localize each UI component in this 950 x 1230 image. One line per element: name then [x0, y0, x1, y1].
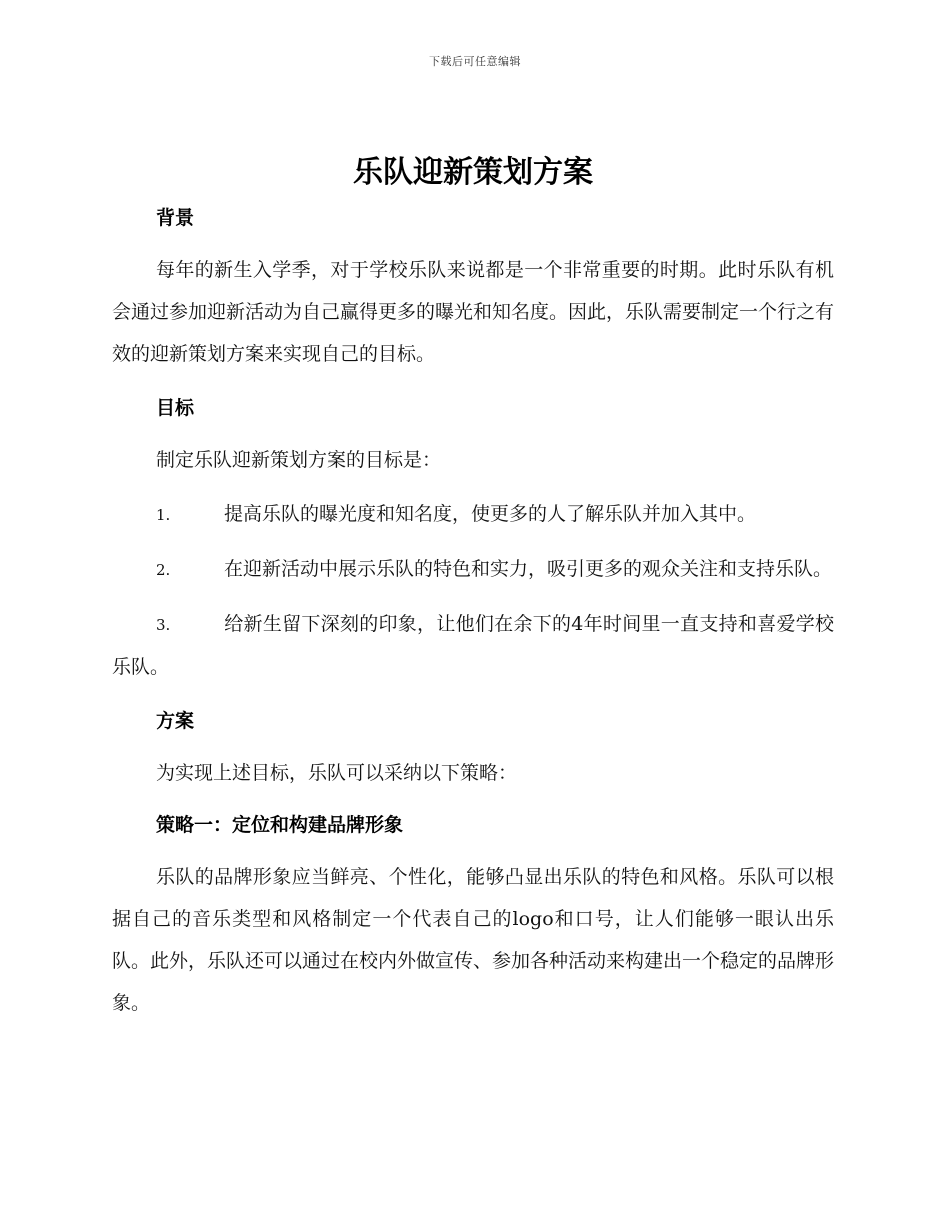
list-item: [112, 603, 834, 688]
goals-intro: 制定乐队迎新策划方案的目标是：: [156, 449, 442, 471]
strategy-paragraph: 乐队的品牌形象应当鲜亮、个性化，能够凸显出乐队的特色和风格。乐队可以根据自己的音乐类型和风格制定一个代表自己的logo和口号，让人们能够一眼认出乐队。此外，乐队还可以通过在校内外做宣传、参加各种活动来构建出一个稳定的品牌形象。: [112, 866, 835, 1014]
section-heading-plan: 方案: [156, 710, 195, 732]
list-item-number: 3.: [156, 616, 171, 634]
document-body: [112, 147, 834, 1024]
list-item-number: 2.: [156, 561, 171, 579]
list-item-number: 1.: [156, 506, 171, 524]
background-paragraph: 每年的新生入学季，对于学校乐队来说都是一个非常重要的时期。此时乐队有机会通过参加迎新活动为自己赢得更多的曝光和知名度。因此，乐队需要制定一个行之有效的迎新策划方案来实现自己的目标。: [112, 259, 835, 365]
list-item: [112, 548, 834, 591]
list-item-text: 在迎新活动中展示乐队的特色和实力，吸引更多的观众关注和支持乐队。: [224, 558, 833, 580]
list-item: [112, 493, 834, 536]
section-background: [112, 199, 834, 375]
strategy-heading: 策略一：定位和构建品牌形象: [156, 814, 404, 836]
section-heading-background: 背景: [156, 207, 195, 229]
document-title: 乐队迎新策划方案: [353, 155, 593, 190]
list-item-text: 提高乐队的曝光度和知名度，使更多的人了解乐队并加入其中。: [224, 503, 757, 525]
section-plan: [112, 702, 834, 1024]
section-goals: [112, 389, 834, 688]
plan-intro: 为实现上述目标，乐队可以采纳以下策略：: [156, 762, 518, 784]
list-item-text: 给新生留下深刻的印象，让他们在余下的4年时间里一直支持和喜爱学校乐队。: [112, 613, 834, 678]
page-header-note: 下载后可任意编辑: [429, 55, 521, 68]
section-heading-goals: 目标: [156, 397, 195, 419]
